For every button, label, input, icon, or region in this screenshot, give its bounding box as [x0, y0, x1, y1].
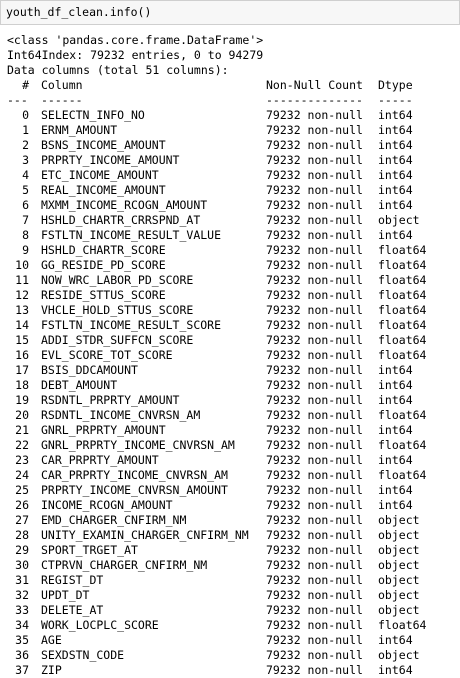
- row-column-name: DEBT_AMOUNT: [41, 378, 118, 392]
- table-row: [7, 513, 457, 528]
- row-column-name: MXMM_INCOME_RCOGN_AMOUNT: [41, 198, 208, 212]
- row-index: 37: [15, 663, 29, 677]
- row-column-name: SPORT_TRGET_AT: [41, 543, 138, 557]
- row-index: 3: [22, 153, 29, 167]
- table-row: [7, 468, 457, 483]
- row-column-name: PRPRTY_INCOME_CNVRSN_AMOUNT: [41, 483, 228, 497]
- row-column-name: ADDI_STDR_SUFFCN_SCORE: [41, 333, 194, 347]
- row-column-name: EVL_SCORE_TOT_SCORE: [41, 348, 173, 362]
- row-dtype: int64: [378, 423, 413, 437]
- row-column-name: BSIS_DDCAMOUNT: [41, 363, 138, 377]
- table-row: [7, 453, 457, 468]
- table-separator: [7, 93, 457, 108]
- row-dtype: int64: [378, 483, 413, 497]
- code-cell-input[interactable]: [0, 0, 460, 25]
- row-index: 13: [15, 303, 29, 317]
- row-column-name: GNRL_PRPRTY_INCOME_CNVRSN_AM: [41, 438, 235, 452]
- row-dtype: int64: [378, 393, 413, 407]
- row-dtype: object: [378, 558, 420, 572]
- table-row: [7, 333, 457, 348]
- row-nonnull-count: 79232 non-null: [266, 153, 363, 167]
- row-column-name: CAR_PRPRTY_AMOUNT: [41, 453, 159, 467]
- row-index: 23: [15, 453, 29, 467]
- row-nonnull-count: 79232 non-null: [266, 453, 363, 467]
- table-row: [7, 153, 457, 168]
- table-row: [7, 168, 457, 183]
- class-line: <class 'pandas.core.frame.DataFrame'>: [7, 33, 264, 47]
- row-nonnull-count: 79232 non-null: [266, 603, 363, 617]
- row-dtype: object: [378, 513, 420, 527]
- row-column-name: CAR_PRPRTY_INCOME_CNVRSN_AM: [41, 468, 228, 482]
- table-row: [7, 663, 457, 678]
- row-index: 32: [15, 588, 29, 602]
- table-row: [7, 633, 457, 648]
- row-column-name: NOW_WRC_LABOR_PD_SCORE: [41, 273, 194, 287]
- row-dtype: int64: [378, 498, 413, 512]
- row-dtype: float64: [378, 333, 427, 347]
- table-row: [7, 588, 457, 603]
- table-row: [7, 213, 457, 228]
- row-index: 11: [15, 273, 29, 287]
- table-row: [7, 228, 457, 243]
- table-row: [7, 408, 457, 423]
- header-dtype: Dtype: [378, 78, 413, 92]
- row-nonnull-count: 79232 non-null: [266, 573, 363, 587]
- table-row: [7, 258, 457, 273]
- row-nonnull-count: 79232 non-null: [266, 483, 363, 497]
- row-index: 15: [15, 333, 29, 347]
- row-nonnull-count: 79232 non-null: [266, 438, 363, 452]
- row-index: 20: [15, 408, 29, 422]
- row-nonnull-count: 79232 non-null: [266, 408, 363, 422]
- row-index: 24: [15, 468, 29, 482]
- table-row: [7, 318, 457, 333]
- row-dtype: int64: [378, 108, 413, 122]
- row-column-name: VHCLE_HOLD_STTUS_SCORE: [41, 303, 194, 317]
- table-row: [7, 378, 457, 393]
- row-nonnull-count: 79232 non-null: [266, 633, 363, 647]
- row-index: 30: [15, 558, 29, 572]
- row-nonnull-count: 79232 non-null: [266, 303, 363, 317]
- row-nonnull-count: 79232 non-null: [266, 213, 363, 227]
- row-nonnull-count: 79232 non-null: [266, 528, 363, 542]
- row-dtype: object: [378, 528, 420, 542]
- row-index: 7: [22, 213, 29, 227]
- row-dtype: float64: [378, 348, 427, 362]
- row-index: 18: [15, 378, 29, 392]
- row-index: 9: [22, 243, 29, 257]
- row-nonnull-count: 79232 non-null: [266, 588, 363, 602]
- row-dtype: object: [378, 588, 420, 602]
- table-row: [7, 138, 457, 153]
- row-column-name: HSHLD_CHARTR_CRRSPND_AT: [41, 213, 201, 227]
- table-row: [7, 558, 457, 573]
- table-row: [7, 243, 457, 258]
- row-index: 34: [15, 618, 29, 632]
- row-dtype: object: [378, 648, 420, 662]
- row-column-name: GG_RESIDE_PD_SCORE: [41, 258, 166, 272]
- row-dtype: object: [378, 603, 420, 617]
- row-dtype: float64: [378, 243, 427, 257]
- row-dtype: object: [378, 213, 420, 227]
- row-index: 21: [15, 423, 29, 437]
- row-column-name: REAL_INCOME_AMOUNT: [41, 183, 166, 197]
- separator-index: ---: [7, 93, 28, 107]
- row-nonnull-count: 79232 non-null: [266, 123, 363, 137]
- row-index: 29: [15, 543, 29, 557]
- row-nonnull-count: 79232 non-null: [266, 393, 363, 407]
- table-row: [7, 348, 457, 363]
- row-dtype: float64: [378, 288, 427, 302]
- row-index: 4: [22, 168, 29, 182]
- row-dtype: int64: [378, 123, 413, 137]
- row-column-name: DELETE_AT: [41, 603, 104, 617]
- row-index: 25: [15, 483, 29, 497]
- row-dtype: float64: [378, 318, 427, 332]
- row-index: 5: [22, 183, 29, 197]
- row-nonnull-count: 79232 non-null: [266, 138, 363, 152]
- row-dtype: int64: [378, 153, 413, 167]
- table-row: [7, 618, 457, 633]
- table-row: [7, 273, 457, 288]
- header-index: #: [22, 78, 29, 92]
- row-nonnull-count: 79232 non-null: [266, 243, 363, 257]
- row-nonnull-count: 79232 non-null: [266, 183, 363, 197]
- table-row: [7, 438, 457, 453]
- row-column-name: WORK_LOCPLC_SCORE: [41, 618, 159, 632]
- separator-dtype: -----: [378, 93, 413, 107]
- row-dtype: int64: [378, 378, 413, 392]
- row-column-name: UNITY_EXAMIN_CHARGER_CNFIRM_NM: [41, 528, 249, 542]
- row-index: 28: [15, 528, 29, 542]
- row-index: 1: [22, 123, 29, 137]
- row-index: 6: [22, 198, 29, 212]
- row-index: 2: [22, 138, 29, 152]
- row-column-name: ETC_INCOME_AMOUNT: [41, 168, 159, 182]
- table-row: [7, 498, 457, 513]
- row-column-name: SELECTN_INFO_NO: [41, 108, 145, 122]
- row-index: 17: [15, 363, 29, 377]
- row-nonnull-count: 79232 non-null: [266, 558, 363, 572]
- row-dtype: int64: [378, 363, 413, 377]
- row-nonnull-count: 79232 non-null: [266, 468, 363, 482]
- row-dtype: float64: [378, 273, 427, 287]
- row-nonnull-count: 79232 non-null: [266, 363, 363, 377]
- row-column-name: RSDNTL_PRPRTY_AMOUNT: [41, 393, 180, 407]
- row-column-name: FSTLTN_INCOME_RESULT_SCORE: [41, 318, 222, 332]
- table-row: [7, 393, 457, 408]
- row-index: 22: [15, 438, 29, 452]
- row-nonnull-count: 79232 non-null: [266, 228, 363, 242]
- row-nonnull-count: 79232 non-null: [266, 198, 363, 212]
- row-column-name: PRPRTY_INCOME_AMOUNT: [41, 153, 180, 167]
- row-nonnull-count: 79232 non-null: [266, 258, 363, 272]
- row-index: 35: [15, 633, 29, 647]
- row-nonnull-count: 79232 non-null: [266, 348, 363, 362]
- row-column-name: FSTLTN_INCOME_RESULT_VALUE: [41, 228, 222, 242]
- row-dtype: int64: [378, 633, 413, 647]
- row-nonnull-count: 79232 non-null: [266, 498, 363, 512]
- row-column-name: ZIP: [41, 663, 62, 677]
- row-column-name: SEXDSTN_CODE: [41, 648, 125, 662]
- row-column-name: RSDNTL_INCOME_CNVRSN_AM: [41, 408, 201, 422]
- row-dtype: int64: [378, 183, 413, 197]
- row-nonnull-count: 79232 non-null: [266, 318, 363, 332]
- row-dtype: float64: [378, 303, 427, 317]
- row-index: 31: [15, 573, 29, 587]
- row-index: 16: [15, 348, 29, 362]
- row-nonnull-count: 79232 non-null: [266, 423, 363, 437]
- row-nonnull-count: 79232 non-null: [266, 333, 363, 347]
- row-dtype: object: [378, 543, 420, 557]
- table-row: [7, 573, 457, 588]
- code-text: youth_df_clean.info(): [6, 5, 152, 19]
- table-row: [7, 183, 457, 198]
- row-column-name: GNRL_PRPRTY_AMOUNT: [41, 423, 166, 437]
- row-nonnull-count: 79232 non-null: [266, 168, 363, 182]
- row-dtype: int64: [378, 168, 413, 182]
- header-column: Column: [41, 78, 83, 92]
- row-index: 26: [15, 498, 29, 512]
- table-row: [7, 648, 457, 663]
- row-dtype: float64: [378, 468, 427, 482]
- row-nonnull-count: 79232 non-null: [266, 618, 363, 632]
- table-row: [7, 288, 457, 303]
- row-nonnull-count: 79232 non-null: [266, 273, 363, 287]
- table-row: [7, 303, 457, 318]
- row-dtype: int64: [378, 228, 413, 242]
- row-dtype: int64: [378, 663, 413, 677]
- row-dtype: int64: [378, 138, 413, 152]
- row-dtype: int64: [378, 198, 413, 212]
- column-rows: [7, 108, 457, 678]
- row-index: 19: [15, 393, 29, 407]
- row-column-name: EMD_CHARGER_CNFIRM_NM: [41, 513, 187, 527]
- table-row: [7, 363, 457, 378]
- table-row: [7, 543, 457, 558]
- table-row: [7, 528, 457, 543]
- table-row: [7, 198, 457, 213]
- row-column-name: CTPRVN_CHARGER_CNFIRM_NM: [41, 558, 208, 572]
- row-column-name: ERNM_AMOUNT: [41, 123, 118, 137]
- table-row: [7, 423, 457, 438]
- row-nonnull-count: 79232 non-null: [266, 663, 363, 677]
- separator-nonnull: --------------: [266, 93, 363, 107]
- table-row: [7, 483, 457, 498]
- row-index: 12: [15, 288, 29, 302]
- row-column-name: INCOME_RCOGN_AMOUNT: [41, 498, 173, 512]
- row-index: 14: [15, 318, 29, 332]
- row-dtype: float64: [378, 408, 427, 422]
- row-index: 0: [22, 108, 29, 122]
- row-dtype: int64: [378, 453, 413, 467]
- row-index: 36: [15, 648, 29, 662]
- row-index: 10: [15, 258, 29, 272]
- row-column-name: UPDT_DT: [41, 588, 90, 602]
- row-column-name: AGE: [41, 633, 62, 647]
- table-header: [7, 78, 457, 93]
- table-row: [7, 123, 457, 138]
- cell-output: [7, 33, 457, 678]
- row-index: 33: [15, 603, 29, 617]
- row-nonnull-count: 79232 non-null: [266, 513, 363, 527]
- row-dtype: object: [378, 573, 420, 587]
- table-row: [7, 108, 457, 123]
- row-column-name: REGIST_DT: [41, 573, 104, 587]
- row-dtype: float64: [378, 618, 427, 632]
- row-nonnull-count: 79232 non-null: [266, 378, 363, 392]
- header-nonnull: Non-Null Count: [266, 78, 363, 92]
- index-line: Int64Index: 79232 entries, 0 to 94279: [7, 48, 264, 62]
- row-column-name: BSNS_INCOME_AMOUNT: [41, 138, 166, 152]
- row-column-name: HSHLD_CHARTR_SCORE: [41, 243, 166, 257]
- row-nonnull-count: 79232 non-null: [266, 648, 363, 662]
- table-row: [7, 603, 457, 618]
- row-dtype: float64: [378, 438, 427, 452]
- row-index: 27: [15, 513, 29, 527]
- columns-summary-line: Data columns (total 51 columns):: [7, 63, 229, 77]
- row-nonnull-count: 79232 non-null: [266, 288, 363, 302]
- row-column-name: RESIDE_STTUS_SCORE: [41, 288, 166, 302]
- row-dtype: float64: [378, 258, 427, 272]
- separator-column: ------: [41, 93, 83, 107]
- row-nonnull-count: 79232 non-null: [266, 543, 363, 557]
- row-index: 8: [22, 228, 29, 242]
- row-nonnull-count: 79232 non-null: [266, 108, 363, 122]
